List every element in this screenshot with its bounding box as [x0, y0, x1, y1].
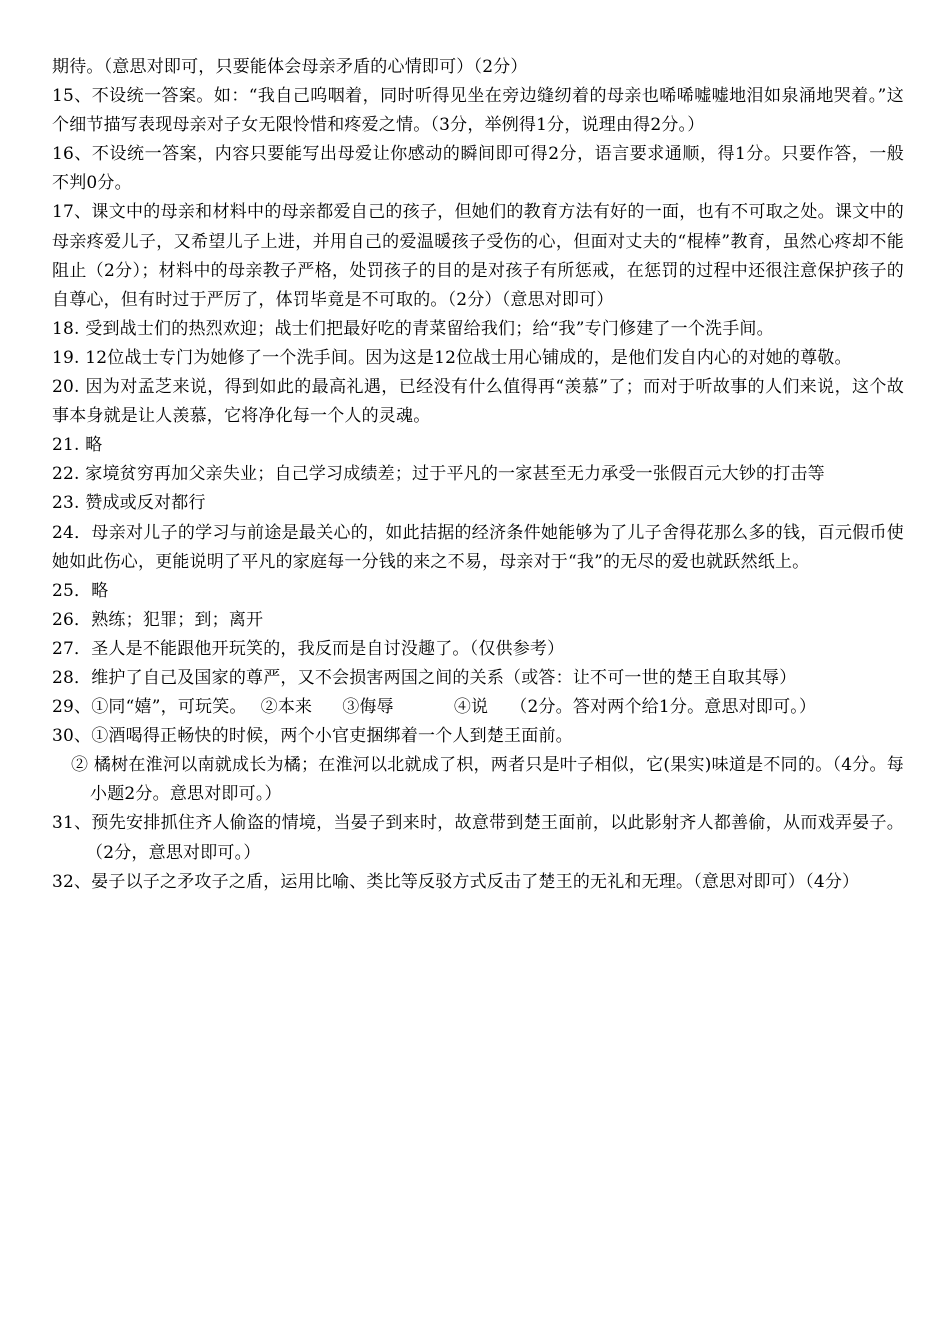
answer-31-number: 31、 [52, 813, 92, 834]
answer-26: 26．熟练；犯罪；到；离开 [52, 609, 264, 630]
answer-29 [52, 693, 904, 722]
answer-30-item-1: ①酒喝得正畅快的时候，两个小官吏捆绑着一个人到楚王面前。 [91, 726, 573, 747]
answer-29-note: （2分。答对两个给1分。意思对即可。） [510, 697, 817, 718]
answer-17: 17、课文中的母亲和材料中的母亲都爱自己的孩子，但她们的教育方法有好的一面，也有不可取之处。课文中的母亲疼爱儿子，又希望儿子上进，并用自己的爱温暖孩子受伤的心，但面对丈夫的“棍棒”教育，虽然心疼却不能阻止（2分）；材料中的母亲教子严格，处罚孩子的目的是对孩子有所惩戒，在惩罚的过程中还很注意保护孩子的自尊心，但有时过于严厉了，体罚毕竟是不可取的。（2分）（意思对即可） [52, 202, 904, 310]
answer-24: 24．母亲对儿子的学习与前途是最关心的，如此拮据的经济条件她能够为了儿子舍得花那么多的钱，百元假币使她如此伤心，更能说明了平凡的家庭每一分钱的来之不易，母亲对于“我”的无尽的爱也就跃然纸上。 [52, 522, 904, 572]
answer-14-continuation: 期待。（意思对即可，只要能体会母亲矛盾的心情即可）（2分） [52, 57, 528, 77]
answer-29-item-4: ④说 [453, 697, 489, 718]
answer-21: 21. 略 [52, 435, 103, 456]
answer-29-item-3: ③侮辱 [342, 697, 394, 718]
answer-25: 25．略 [52, 580, 109, 601]
answer-23: 23. 赞成或反对都行 [52, 493, 206, 514]
answer-30-number: 30、 [52, 726, 92, 747]
answer-31 [52, 809, 904, 867]
answer-28: 28．维护了自己及国家的尊严，又不会损害两国之间的关系（或答：让不可一世的楚王自取其辱） [52, 667, 797, 688]
answer-31-text: 预先安排抓住齐人偷盗的情境，当晏子到来时，故意带到楚王面前，以此影射齐人都善偷，从而戏弄晏子。（2分，意思对即可。） [86, 813, 904, 863]
answer-18: 18. 受到战士们的热烈欢迎；战士们把最好吃的青菜留给我们；给“我”专门修建了一个洗手间。 [52, 318, 774, 339]
answer-19: 19. 12位战士专门为她修了一个洗手间。因为这是12位战士用心铺成的，是他们发自内心的对她的尊敬。 [52, 347, 852, 368]
answer-32: 32、晏子以子之矛攻子之盾，运用比喻、类比等反驳方式反击了楚王的无礼和无理。（意思对即可）（4分） [52, 871, 860, 892]
answer-16: 16、不设统一答案，内容只要能写出母爱让你感动的瞬间即可得2分，语言要求通顺，得1分。只要作答，一般不判0分。 [52, 144, 904, 194]
answer-30-item-2: ② 橘树在淮河以南就成长为橘；在淮河以北就成了枳，两者只是叶子相似，它(果实)味道是不同的。（4分。每小题2分。意思对即可。） [71, 755, 904, 805]
answer-29-item-1: ①同“嬉”，可玩笑。 [91, 697, 247, 718]
answer-22: 22. 家境贫穷再加父亲失业；自己学习成绩差；过于平凡的一家甚至无力承受一张假百元大钞的打击等 [52, 464, 825, 485]
answer-key-document [52, 53, 904, 897]
answer-27: 27．圣人是不能跟他开玩笑的，我反而是自讨没趣了。（仅供参考） [52, 638, 565, 659]
answer-20: 20. 因为对孟芝来说，得到如此的最高礼遇，已经没有什么值得再“羡慕”了；而对于听故事的人们来说，这个故事本身就是让人羡慕，它将净化每一个人的灵魂。 [52, 377, 904, 427]
answer-29-number: 29、 [52, 697, 92, 718]
answer-29-item-2: ②本来 [260, 697, 313, 718]
answer-15: 15、不设统一答案。如：“我自己呜咽着，同时听得见坐在旁边缝纫着的母亲也唏唏嘘嘘地泪如泉涌地哭着。”这个细节描写表现母亲对子女无限怜惜和疼爱之情。（3分，举例得1分，说理由得2分。） [52, 86, 904, 136]
answer-30 [52, 722, 904, 751]
